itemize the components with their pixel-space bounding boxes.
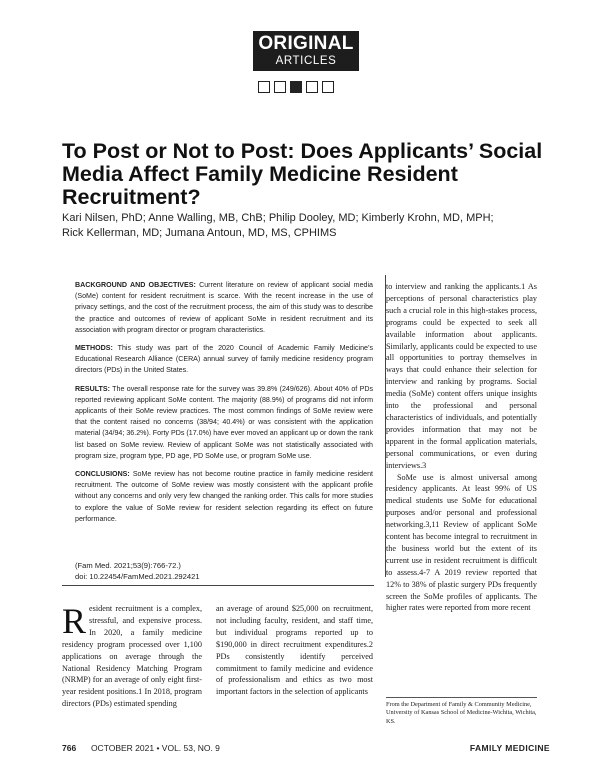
author-list [62,211,552,241]
body-paragraph: to interview and ranking the applicants.1 As perceptions of personal characteristics play such a crucial role in this high-stakes process, programs could be expected to seek all available information about applicants. Similarly, applicants could be expected to use all opportunities to portray themselves in ways that could enhance their selection for interview and ranking by programs. Social media (SoMe) content offers unique insights into the professional and personal characteristics of individuals, and potentially provides information that may not be apparent in the formal application materials, personal communications, or even during interviews.3 [386,282,537,470]
abstract-results [75,384,373,462]
abstract-conclusions [75,469,373,525]
abstract-background [75,280,373,336]
abstract-heading: RESULTS: [75,384,110,393]
page-footer [62,742,552,754]
square-outline-icon [322,81,334,93]
abstract-divider-horizontal [62,585,374,586]
body-text: an average of around $25,000 on recruitment, not including faculty, resident, and staff time, but individual programs reported up to $190,000 in direct recruitment expenditures.2 PDs consistently identify perceived commitment to family medicine and evidence of professionalism and ethics as two most important factors in the selection of applicants [216,604,373,697]
abstract-heading: METHODS: [75,344,113,353]
section-badge [253,31,359,71]
abstract-text: This study was part of the 2020 Council of Academic Family Medicine’s Educational Research Alliance (CERA) annual survey of family medicine residency program directors (PDs) in the United States. [75,344,373,375]
abstract [75,280,373,532]
body-column-1 [62,603,202,710]
abstract-text: SoMe review has not become routine practice in family medicine resident recruitment. The outcome of SoMe review was mostly consistent with the applicant profile without any concerns and only very few changed the ranking order. This calls for more studies to explore the value of SoMe review for resident selection regarding its effect on future performance. [75,470,373,523]
drop-cap: R [62,601,87,641]
square-outline-icon [274,81,286,93]
body-paragraph: SoMe use is almost universal among residency applicants. At least 99% of US medical students use SoMe for educational purposes and/or personal and professional networking.3,11 Review of applicant SoMe content has become integral to recruitment in the business world but the extent of its current use in resident recruitment is difficult to assess.4-7 A 2019 review reported that 12% to 38% of plastic surgery PDs frequently screen the SoMe profiles of applicants. The higher rates were reported from more recent [386,472,537,613]
affiliation-footnote: From the Department of Family & Community Medicine, University of Kansas School of Medicine-Wichita, Wichita, KS. [386,701,537,725]
body-text: esident recruitment is a complex, stressful, and expensive process. In 2020, a family medicine residency program processed over 1,100 applications on average through the National Residency Matching Program (NRMP) for an average of only eight first-year resident positions.1 In 2018, program directors (PDs) estimated spending [62,604,202,709]
abstract-heading: CONCLUSIONS: [75,470,130,479]
footnote-divider [386,697,537,698]
abstract-heading: BACKGROUND AND OBJECTIVES: [75,281,196,289]
section-badge-line1: ORIGINAL [258,33,354,54]
body-column-2 [216,603,373,698]
abstract-text: Current literature on review of applicant social media (SoMe) content for resident recruitment is scarce. With the recent increase in the use of privacy settings, and the cost of the recruitment process, the aim of this study was to describe the practice and outcomes of review of applicant SoMe in resident recruitment and its association with program director or program characteristics. [75,281,373,334]
square-filled-icon [290,81,302,93]
author-line: Rick Kellerman, MD; Jumana Antoun, MD, MS, CPHIMS [62,227,337,239]
body-column-3 [386,281,537,614]
author-line: Kari Nilsen, PhD; Anne Walling, MB, ChB; Philip Dooley, MD; Kimberly Krohn, MD, MPH; [62,212,494,224]
issue-info: OCTOBER 2021 • VOL. 53, NO. 9 [90,743,220,753]
journal-name: FAMILY MEDICINE [469,743,550,753]
page-number: 766 [62,743,77,753]
abstract-text: The overall response rate for the survey was 39.8% (249/626). About 40% of PDs reported reviewing applicant SoMe content. The majority (88.9%) of programs did not inform applicants of their SoMe review practices. The most common findings of SoMe review were that the content raised no concerns (38/94; 40.4%) or was consistent with the application material (34/94; 36.2%). Forty PDs (17.0%) have ever moved an applicant up or down the rank list based on SoMe review. Review of applicant SoMe was not statistically associated with program size, program type, PD age, PD SoMe use, or program SoMe use. [75,384,373,460]
square-outline-icon [258,81,270,93]
abstract-methods [75,343,373,377]
section-badge-line2: ARTICLES [275,55,337,67]
article-title: To Post or Not to Post: Does Applicants’ Social Media Affect Family Medicine Resident Recruitment? [62,139,543,209]
citation [75,560,373,582]
square-outline-icon [306,81,318,93]
citation-doi[interactable]: doi: 10.22454/FamMed.2021.292421 [75,572,200,581]
citation-journal: (Fam Med. 2021;53(9):766-72.) [75,561,181,570]
